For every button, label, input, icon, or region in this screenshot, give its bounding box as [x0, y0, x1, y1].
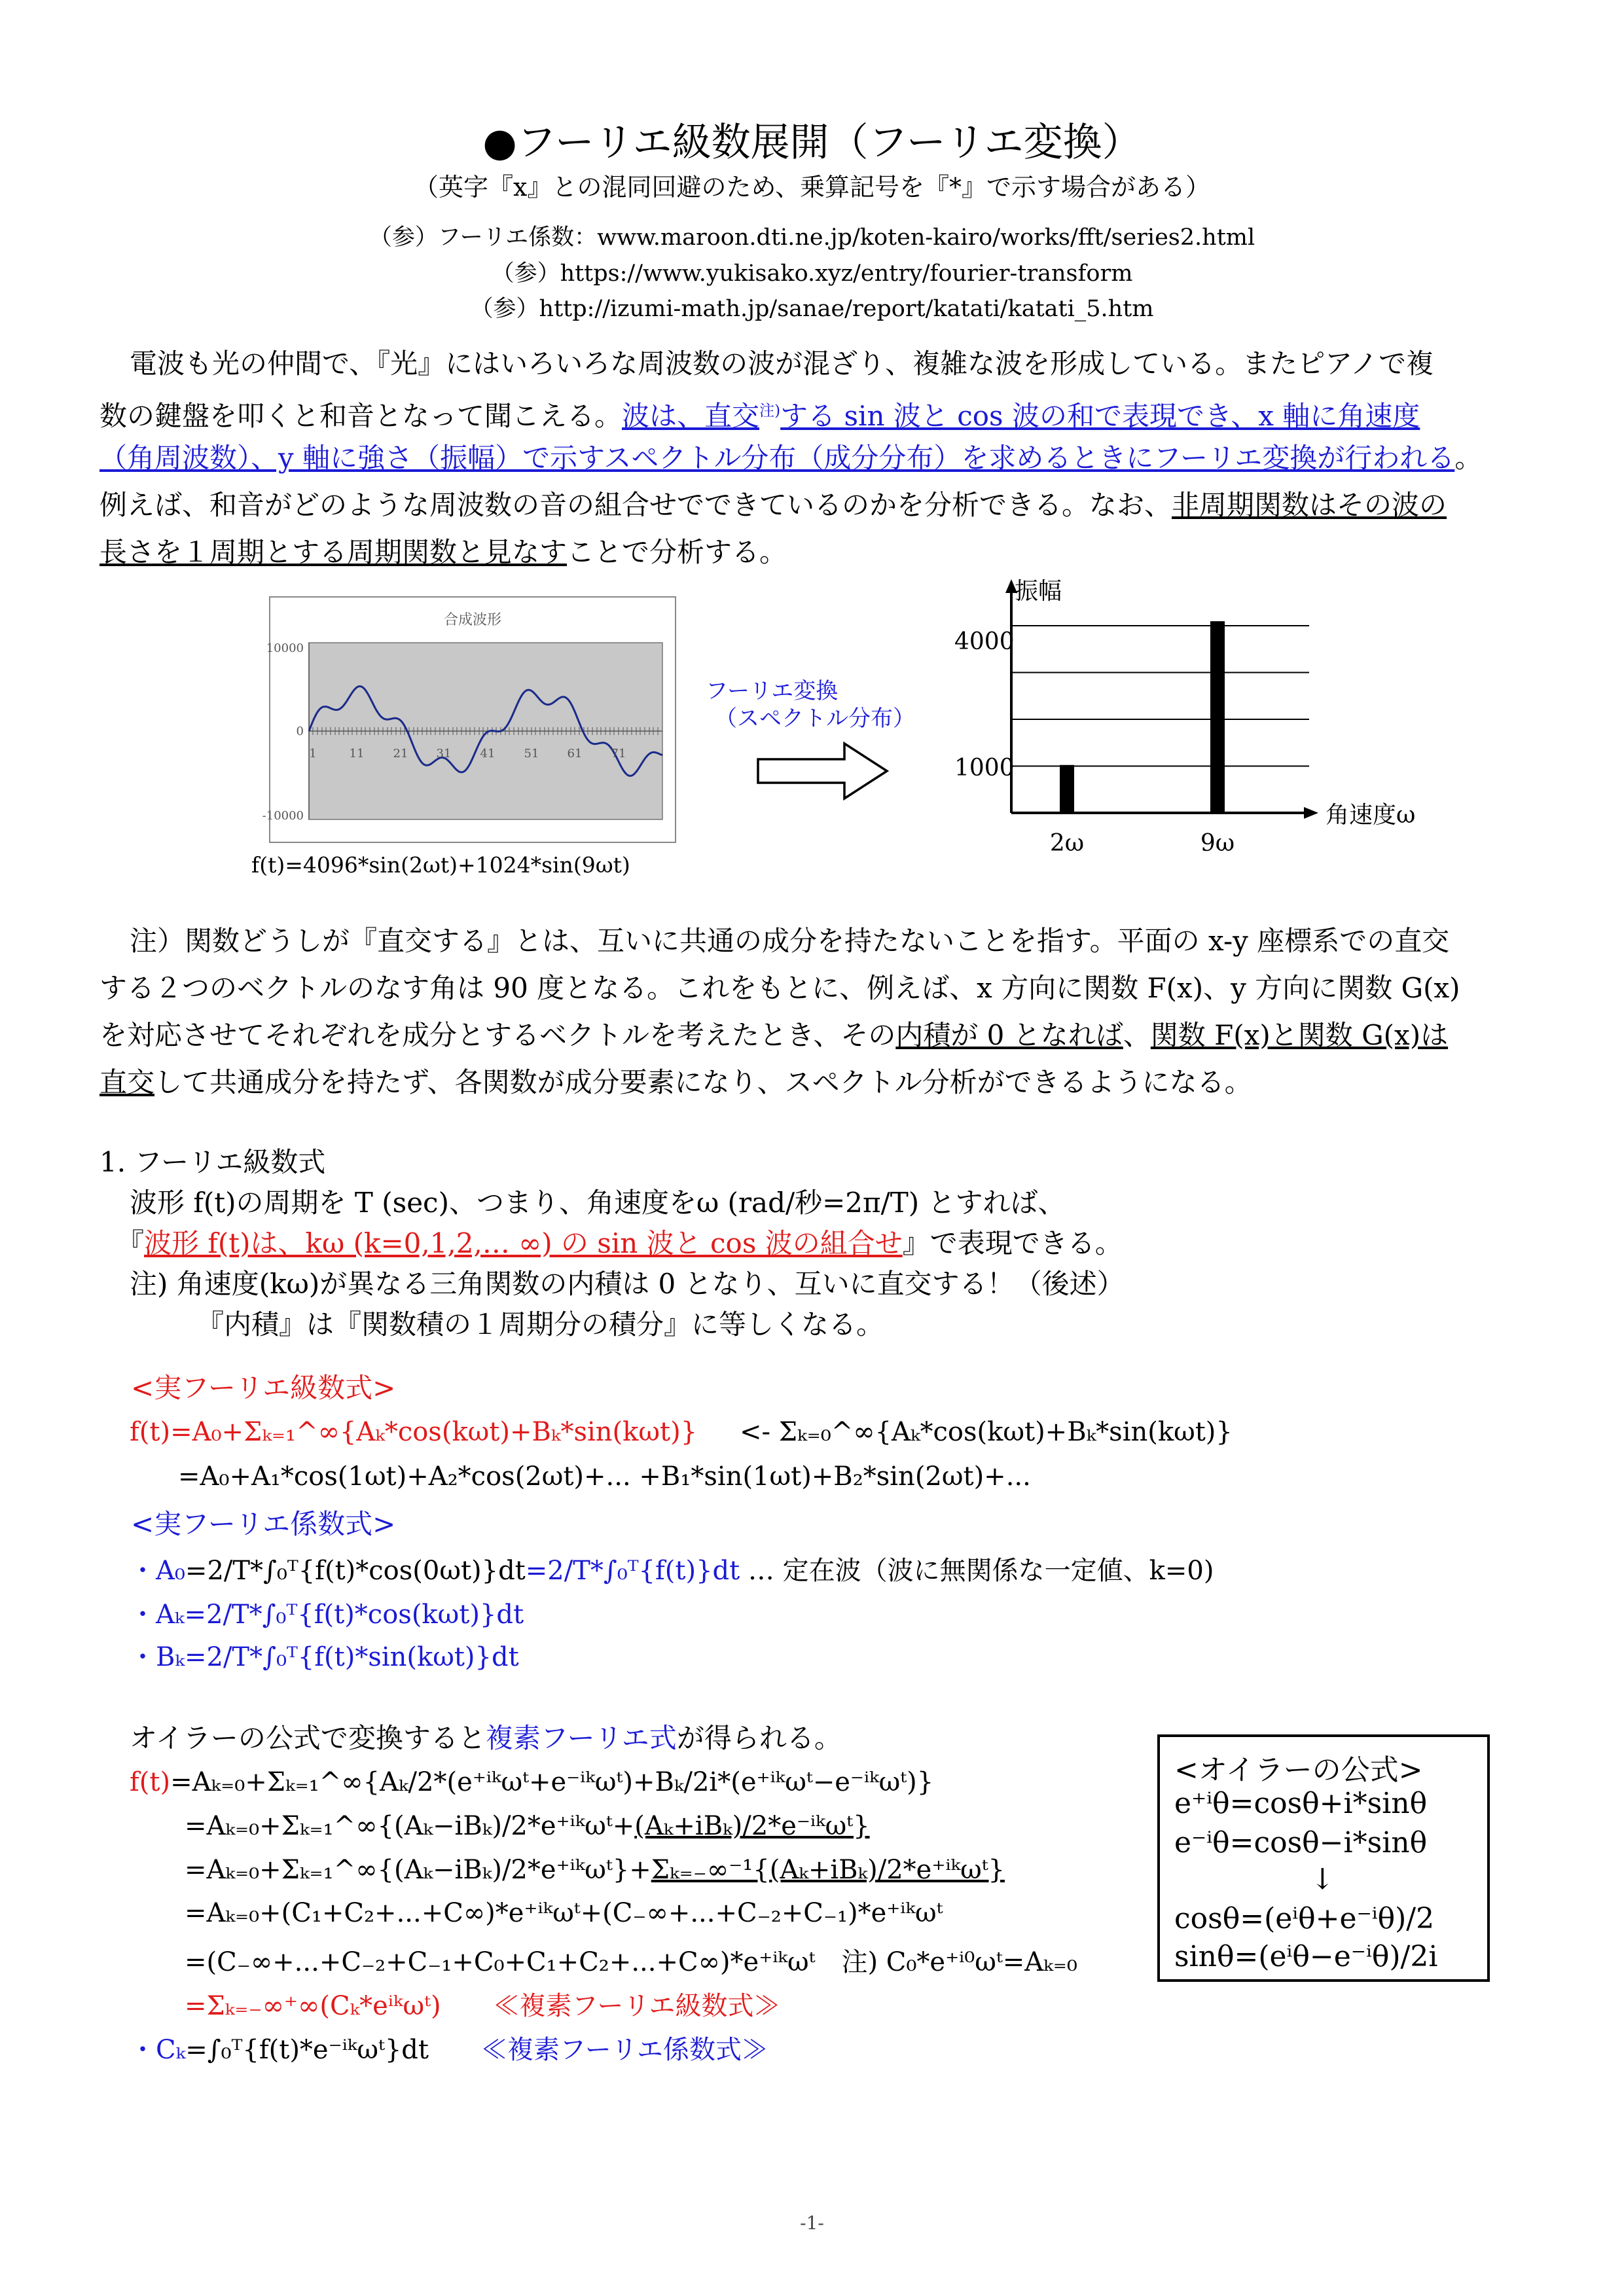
complex-formula-6: =Σₖ₌₋∞⁺∞(Cₖ*eⁱᵏωᵗ) ≪複素フーリエ級数式≫ — [185, 1991, 780, 2021]
section-line-4: 『内積』は『関数積の１周期分の積分』に等しくなる。 — [196, 1308, 884, 1340]
complex-formula-2: =Aₖ₌₀+Σₖ₌₁^∞{(Aₖ−iBₖ)/2*e⁺ⁱᵏωᵗ+(Aₖ+iBₖ)/2*e⁻ⁱᵏωᵗ} — [185, 1811, 870, 1841]
real-series-formula-1b: <- Σₖ₌₀^∞{Aₖ*cos(kωt)+Bₖ*sin(kωt)} — [740, 1417, 1233, 1447]
wave-ytick-top: 10000 — [266, 641, 304, 655]
spectrum-ytick: 4000 — [954, 628, 1015, 655]
real-series-formula-2: =A₀+A₁*cos(1ωt)+A₂*cos(2ωt)+... +B₁*sin(1ωt)+B₂*sin(2ωt)+... — [178, 1462, 1031, 1492]
coef-ak: ・Aₖ=2/T*∫₀ᵀ{f(t)*cos(kωt)}dt — [130, 1600, 524, 1630]
transform-sublabel: （スペクトル分布） — [715, 706, 915, 732]
section-line-3: 注) 角速度(kω)が異なる三角関数の内積は 0 となり、互いに直交する！（後述） — [130, 1268, 1125, 1300]
complex-formula-4: =Aₖ₌₀+(C₁+C₂+...+C∞)*e⁺ⁱᵏωᵗ+(C₋∞+...+C₋₂+C₋₁)*e⁺ⁱᵏωᵗ — [185, 1898, 943, 1928]
transform-label: フーリエ変換 — [706, 678, 839, 704]
euler-title: <オイラーの公式> — [1174, 1753, 1423, 1787]
complex-formula-3: =Aₖ₌₀+Σₖ₌₁^∞{(Aₖ−iBₖ)/2*e⁺ⁱᵏωᵗ}+Σₖ₌₋∞⁻¹{(Aₖ+iBₖ)/2*e⁺ⁱᵏωᵗ} — [185, 1855, 1005, 1885]
wave-title: 合成波形 — [443, 612, 502, 628]
spectrum-ylabel: 振幅 — [1015, 578, 1062, 605]
wave-ytick-bottom: -10000 — [262, 809, 304, 823]
wave-xtick: 61 — [567, 747, 583, 761]
wave-xtick: 31 — [436, 747, 452, 761]
coef-a0: ・A₀=2/T*∫₀ᵀ{f(t)*cos(0ωt)}dt=2/T*∫₀ᵀ{f(t)}dt … 定在波（波に無関係な一定値、k=0) — [130, 1556, 1214, 1586]
wave-xtick: 71 — [611, 747, 626, 761]
spectrum-ytick: 1000 — [954, 755, 1015, 781]
coef-bk: ・Bₖ=2/T*∫₀ᵀ{f(t)*sin(kωt)}dt — [130, 1642, 519, 1672]
intro-line-4: 例えば、和音がどのような周波数の音の組合せでできているのかを分析できる。なお、非周期関数はその波の — [99, 489, 1447, 521]
reference-3: （参）http://izumi-math.jp/sanae/report/katati/katati_5.htm — [470, 296, 1154, 322]
section-line-2: 『波形 f(t)は、kω (k=0,1,2,… ∞) の sin 波と cos 波の組合せ』で表現できる。 — [117, 1227, 1123, 1259]
complex-intro: オイラーの公式で変換すると複素フーリエ式が得られる。 — [130, 1722, 842, 1754]
down-arrow-icon: ↓ — [1310, 1863, 1335, 1896]
transform-arrow-icon — [753, 738, 893, 804]
note-line-2: する２つのベクトルのなす角は 90 度となる。これをもとに、例えば、x 方向に関数 F(x)、y 方向に関数 G(x) — [99, 972, 1460, 1004]
real-series-heading: <実フーリエ級数式> — [131, 1372, 396, 1404]
spectrum-bar — [1210, 621, 1225, 813]
wave-ytick-zero: 0 — [296, 725, 304, 738]
note-line-3: を対応させてそれぞれを成分とするベクトルを考えたとき、その内積が 0 となれば、関数 F(x)と関数 G(x)は — [99, 1019, 1449, 1051]
wave-xtick: 11 — [349, 747, 365, 761]
intro-line-1: 電波も光の仲間で、『光』にはいろいろな周波数の波が混ざり、複雑な波を形成している。またピアノで複 — [130, 348, 1434, 380]
euler-line-3: cosθ=(eⁱθ+e⁻ⁱθ)/2 — [1174, 1902, 1435, 1935]
complex-coef: ・Cₖ=∫₀ᵀ{f(t)*e⁻ⁱᵏωᵗ}dt ≪複素フーリエ係数式≫ — [130, 2035, 768, 2065]
wave-xtick: 41 — [480, 747, 496, 761]
complex-formula-5: =(C₋∞+...+C₋₂+C₋₁+C₀+C₁+C₂+...+C∞)*e⁺ⁱᵏωᵗ 注) C₀*e⁺ⁱ⁰ωᵗ=Aₖ₌₀ — [185, 1947, 1077, 1977]
real-coef-heading: <実フーリエ係数式> — [131, 1508, 396, 1540]
spectrum-xtick: 2ω — [1049, 830, 1085, 857]
reference-2: （参）https://www.yukisako.xyz/entry/fourier-transform — [491, 260, 1133, 287]
complex-formula-1: f(t)=Aₖ₌₀+Σₖ₌₁^∞{Aₖ/2*(e⁺ⁱᵏωᵗ+e⁻ⁱᵏωᵗ)+Bₖ/2i*(e⁺ⁱᵏωᵗ−e⁻ⁱᵏωᵗ)} — [130, 1767, 934, 1797]
reference-1: （参）フーリエ係数：www.maroon.dti.ne.jp/koten-kairo/works/fft/series2.html — [369, 224, 1255, 251]
euler-line-4: sinθ=(eⁱθ−e⁻ⁱθ)/2i — [1174, 1940, 1438, 1973]
page-title: ●フーリエ級数展開（フーリエ変換） — [482, 120, 1142, 166]
section-heading: 1. フーリエ級数式 — [99, 1146, 326, 1178]
wave-xtick: 1 — [309, 747, 317, 761]
euler-line-1: e⁺ⁱθ=cosθ+i*sinθ — [1174, 1787, 1428, 1820]
waveform-caption: f(t)=4096*sin(2ωt)+1024*sin(9ωt) — [251, 852, 630, 878]
wave-xtick: 51 — [524, 747, 539, 761]
euler-formula-box — [1157, 1734, 1490, 1982]
intro-line-5: 長さを１周期とする周期関数と見なすことで分析する。 — [99, 536, 787, 568]
euler-line-2: e⁻ⁱθ=cosθ−i*sinθ — [1174, 1826, 1428, 1859]
intro-line-2: 数の鍵盤を叩くと和音となって聞こえる。波は、直交$^{注)}$する sin 波と cos 波の和で表現でき、x 軸に角速度 — [99, 400, 1420, 432]
page-number: -1- — [800, 2212, 824, 2234]
wave-xtick: 21 — [393, 747, 408, 761]
note-line-4: 直交して共通成分を持たず、各関数が成分要素になり、スペクトル分析ができるようになる。 — [99, 1066, 1252, 1098]
spectrum-xtick: 9ω — [1200, 830, 1235, 857]
waveform-chart — [262, 597, 676, 842]
page-subtitle: （英字『x』との混同回避のため、乗算記号を『*』で示す場合がある） — [414, 173, 1210, 202]
spectrum-chart — [916, 576, 1427, 864]
note-line-1: 注）関数どうしが『直交する』とは、互いに共通の成分を持たないことを指す。平面の x-y 座標系での直交 — [130, 925, 1450, 957]
section-line-1: 波形 f(t)の周期を T (sec)、つまり、角速度をω (rad/秒=2π/T) とすれば、 — [130, 1187, 1066, 1219]
spectrum-xlabel: 角速度ω — [1326, 802, 1416, 829]
spectrum-bar — [1060, 765, 1074, 813]
real-series-formula-1: f(t)=A₀+Σₖ₌₁^∞{Aₖ*cos(kωt)+Bₖ*sin(kωt)} — [130, 1417, 698, 1447]
intro-line-3: （角周波数）、y 軸に強さ（振幅）で示すスペクトル分布（成分分布）を求めるときにフーリエ変換が行われる。 — [99, 442, 1483, 474]
